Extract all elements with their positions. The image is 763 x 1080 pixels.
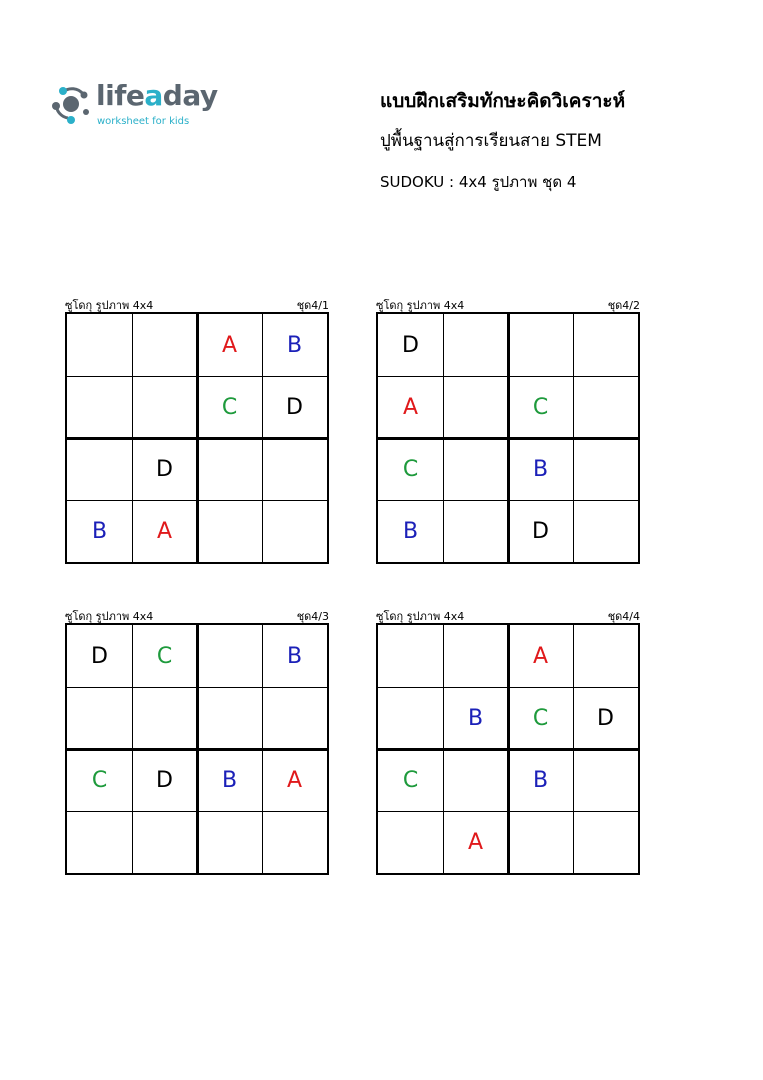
sudoku-grid <box>65 623 329 875</box>
puzzle-header <box>65 296 329 312</box>
sudoku-cell-clue: B <box>467 705 484 731</box>
sudoku-cell-empty[interactable] <box>197 438 262 500</box>
brand-name: lifeaday <box>96 79 218 112</box>
sudoku-cell-clue: B <box>286 643 303 669</box>
puzzle-label: ซูโดกุ รูปภาพ 4x4 <box>65 299 154 312</box>
sudoku-cell-clue: B <box>286 332 303 358</box>
puzzle-set-number: ชุด4/1 <box>296 299 329 312</box>
sudoku-cell-empty[interactable] <box>67 314 132 376</box>
sudoku-cell-clue: B <box>402 518 419 544</box>
sudoku-cell-empty[interactable] <box>67 687 132 749</box>
sudoku-cell-empty[interactable] <box>573 500 638 562</box>
sudoku-cell-empty[interactable] <box>573 314 638 376</box>
sudoku-cell-clue: C <box>91 767 108 793</box>
sudoku-cell-empty[interactable] <box>67 811 132 873</box>
puzzle-set-number: ชุด4/3 <box>296 610 329 623</box>
sudoku-cell-empty[interactable] <box>67 376 132 438</box>
sudoku-cell-empty[interactable] <box>197 687 262 749</box>
sudoku-puzzle <box>376 296 640 564</box>
sudoku-cell-empty[interactable] <box>132 376 197 438</box>
sudoku-cell-empty[interactable] <box>378 687 443 749</box>
sudoku-cell-empty[interactable] <box>262 687 327 749</box>
lifeaday-logo <box>50 79 220 132</box>
sudoku-cell-clue: C <box>532 705 549 731</box>
sudoku-cell-empty[interactable] <box>443 438 508 500</box>
sudoku-cell-empty[interactable] <box>262 438 327 500</box>
sudoku-cell-empty[interactable] <box>573 438 638 500</box>
sudoku-cell-clue: C <box>402 456 419 482</box>
sudoku-cell-empty[interactable] <box>573 749 638 811</box>
sudoku-cell-empty[interactable] <box>132 314 197 376</box>
worksheet-title: แบบฝึกเสริมทักษะคิดวิเคราะห์ <box>380 90 626 112</box>
sudoku-grid <box>65 312 329 564</box>
sudoku-cell-clue: C <box>402 767 419 793</box>
sudoku-cell-clue: D <box>402 332 419 358</box>
sudoku-cell-clue: A <box>156 518 173 544</box>
sudoku-cell-empty[interactable] <box>443 625 508 687</box>
sudoku-cell-empty[interactable] <box>262 500 327 562</box>
sudoku-set-label: SUDOKU : 4x4 รูปภาพ ชุด 4 <box>380 173 577 191</box>
sudoku-cell-empty[interactable] <box>132 687 197 749</box>
sudoku-cell-clue: A <box>532 643 549 669</box>
sudoku-cell-empty[interactable] <box>378 625 443 687</box>
sudoku-cell-empty[interactable] <box>443 749 508 811</box>
worksheet-subtitle: ปูพื้นฐานสู่การเรียนสาย STEM <box>380 131 602 151</box>
sudoku-cell-empty[interactable] <box>378 811 443 873</box>
puzzle-set-number: ชุด4/2 <box>607 299 640 312</box>
sudoku-cell-empty[interactable] <box>197 811 262 873</box>
sudoku-puzzle <box>65 607 329 875</box>
sudoku-cell-clue: C <box>221 394 238 420</box>
sudoku-cell-empty[interactable] <box>197 625 262 687</box>
puzzle-label: ซูโดกุ รูปภาพ 4x4 <box>376 299 465 312</box>
sudoku-cell-clue: B <box>221 767 238 793</box>
puzzle-label: ซูโดกุ รูปภาพ 4x4 <box>65 610 154 623</box>
sudoku-grid <box>376 623 640 875</box>
sudoku-cell-clue: C <box>532 394 549 420</box>
sudoku-cell-clue: D <box>532 518 549 544</box>
sudoku-cell-clue: D <box>597 705 614 731</box>
sudoku-cell-empty[interactable] <box>197 500 262 562</box>
sudoku-cell-empty[interactable] <box>262 811 327 873</box>
sudoku-cell-clue: A <box>221 332 238 358</box>
sudoku-cell-empty[interactable] <box>573 376 638 438</box>
puzzle-header <box>376 296 640 312</box>
sudoku-cell-clue: B <box>532 767 549 793</box>
puzzle-set-number: ชุด4/4 <box>607 610 640 623</box>
sudoku-cell-empty[interactable] <box>573 625 638 687</box>
sudoku-cell-clue: D <box>286 394 303 420</box>
sudoku-cell-clue: C <box>156 643 173 669</box>
sudoku-puzzle <box>376 607 640 875</box>
sudoku-cell-clue: B <box>532 456 549 482</box>
puzzle-header <box>376 607 640 623</box>
sudoku-cell-empty[interactable] <box>443 376 508 438</box>
sudoku-cell-empty[interactable] <box>508 314 573 376</box>
sudoku-cell-empty[interactable] <box>67 438 132 500</box>
sudoku-puzzle <box>65 296 329 564</box>
sudoku-cell-clue: A <box>467 829 484 855</box>
sudoku-grid <box>376 312 640 564</box>
sudoku-cell-clue: D <box>156 456 173 482</box>
puzzle-label: ซูโดกุ รูปภาพ 4x4 <box>376 610 465 623</box>
sudoku-cell-clue: A <box>286 767 303 793</box>
sudoku-cell-clue: B <box>91 518 108 544</box>
sudoku-cell-empty[interactable] <box>573 811 638 873</box>
sudoku-cell-empty[interactable] <box>443 314 508 376</box>
sudoku-cell-clue: A <box>402 394 419 420</box>
brand-tagline: worksheet for kids <box>97 116 190 127</box>
sudoku-cell-empty[interactable] <box>132 811 197 873</box>
molecule-logo-icon <box>50 82 94 126</box>
sudoku-cell-clue: D <box>91 643 108 669</box>
puzzle-header <box>65 607 329 623</box>
sudoku-cell-empty[interactable] <box>443 500 508 562</box>
sudoku-cell-clue: D <box>156 767 173 793</box>
sudoku-cell-empty[interactable] <box>508 811 573 873</box>
